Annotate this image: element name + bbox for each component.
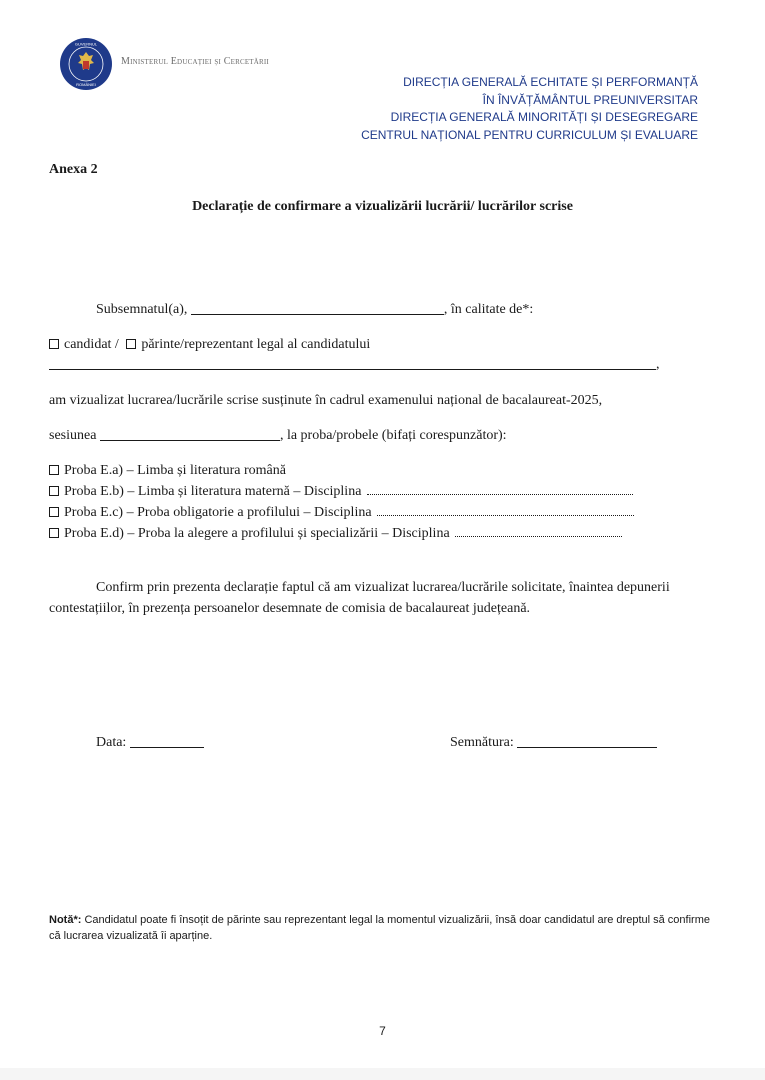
- confirmation-text: Confirm prin prezenta declarație faptul că am vizualizat lucrarea/lucrările solicitate, înaintea depunerii contestațiilor, în prezența persoanelor desemnate de comisia de bacalaureat județeană.: [49, 580, 670, 616]
- exam-option: [49, 484, 633, 500]
- signature-row: [450, 735, 657, 751]
- candidate-name-field[interactable]: [49, 368, 656, 370]
- directorate-line: CENTRUL NAȚIONAL PENTRU CURRICULUM ȘI EVALUARE: [361, 127, 698, 142]
- undersigned-row: [96, 302, 533, 318]
- exam-label: Proba E.c) – Proba obligatorie a profilului – Disciplina: [64, 505, 372, 520]
- exam-checkbox[interactable]: [49, 465, 59, 475]
- ministry-name: Ministerul Educației și Cercetării: [121, 56, 269, 67]
- page-number: 7: [379, 1024, 386, 1038]
- exam-option: [49, 505, 634, 521]
- directorate-line: ÎN ÎNVĂȚĂMÂNTUL PREUNIVERSITAR: [482, 92, 698, 107]
- subjects-label: , la proba/probele (bifați corespunzător):: [279, 428, 507, 443]
- viewed-statement: am vizualizat lucrarea/lucrările scrise susținute în cadrul examenului național de bacalaureat-2025,: [49, 393, 603, 408]
- svg-text:GUVERNUL: GUVERNUL: [74, 41, 98, 47]
- session-field[interactable]: [100, 439, 280, 441]
- directorate-line: DIRECȚIA GENERALĂ MINORITĂȚI ȘI DESEGREGARE: [390, 110, 698, 124]
- discipline-field[interactable]: [377, 514, 634, 516]
- discipline-field[interactable]: [367, 493, 633, 495]
- trailing-comma: ,: [656, 357, 660, 372]
- date-field[interactable]: [130, 746, 204, 748]
- confirmation-paragraph: [49, 577, 717, 619]
- candidate-checkbox[interactable]: [49, 339, 59, 349]
- session-row: [49, 428, 507, 444]
- candidate-name-row: [49, 357, 660, 373]
- exam-checkbox[interactable]: [49, 507, 59, 517]
- annex-label: Anexa 2: [49, 162, 98, 177]
- discipline-field[interactable]: [455, 535, 622, 537]
- note-label: Notă*:: [49, 914, 82, 926]
- signature-field[interactable]: [517, 746, 657, 748]
- date-row: [96, 735, 204, 751]
- signature-label: Semnătura:: [450, 735, 514, 750]
- page-edge: [0, 1068, 765, 1080]
- footnote: [49, 912, 719, 944]
- directorates-block: [361, 74, 698, 144]
- undersigned-label: Subsemnatul(a),: [96, 302, 188, 317]
- exam-option: [49, 463, 286, 479]
- name-field[interactable]: [191, 313, 444, 315]
- document-title: Declarație de confirmare a vizualizării lucrării/ lucrărilor scrise: [192, 199, 573, 214]
- note-text: Candidatul poate fi însoțit de părinte sau reprezentant legal la momentul vizualizării, însă doar candidatul are dreptul să confirme că lucrarea vizualizată îi aparține.: [49, 914, 710, 942]
- government-seal-logo: [59, 37, 113, 91]
- session-label: sesiunea: [49, 428, 97, 443]
- exam-label: Proba E.a) – Limba și literatura română: [64, 463, 286, 478]
- svg-text:ROMÂNIEI: ROMÂNIEI: [76, 82, 96, 87]
- exam-option: [49, 526, 622, 542]
- parent-checkbox[interactable]: [126, 339, 136, 349]
- exam-label: Proba E.d) – Proba la alegere a profilului și specializării – Disciplina: [64, 526, 450, 541]
- role-row: [49, 337, 370, 353]
- exam-checkbox[interactable]: [49, 528, 59, 538]
- exam-checkbox[interactable]: [49, 486, 59, 496]
- quality-label: , în calitate de*:: [443, 302, 534, 317]
- candidate-label: candidat /: [64, 337, 119, 352]
- date-label: Data:: [96, 735, 127, 750]
- exam-label: Proba E.b) – Limba și literatura maternă – Disciplina: [64, 484, 362, 499]
- parent-label: părinte/reprezentant legal al candidatului: [141, 337, 371, 352]
- directorate-line: DIRECȚIA GENERALĂ ECHITATE ȘI PERFORMANȚĂ: [403, 75, 698, 89]
